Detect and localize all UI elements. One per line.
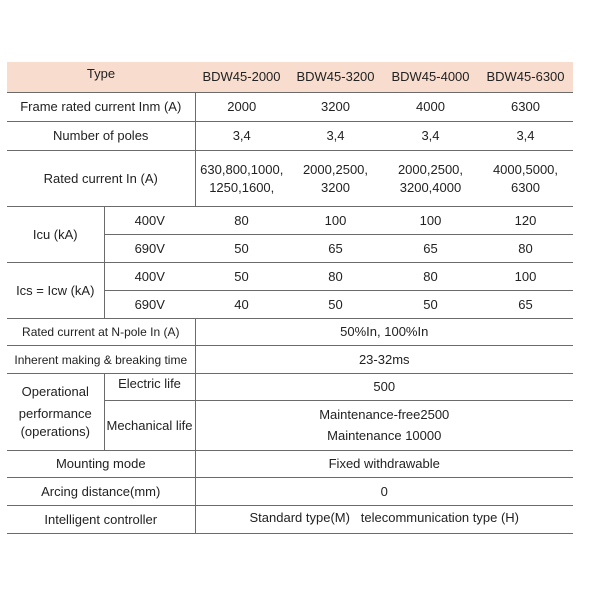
cell-line: Maintenance-free2500 <box>319 407 450 422</box>
table-cell: 3,4 <box>288 122 383 151</box>
table-header-row <box>7 62 573 93</box>
table-cell: 3,4 <box>195 122 288 151</box>
cell-line: 3200,4000 <box>399 179 462 195</box>
row-label: Icu (kA) <box>7 207 104 263</box>
row-label: Intelligent controller <box>7 506 195 534</box>
table-row <box>7 151 573 207</box>
table-cell: 6300 <box>478 93 573 122</box>
cell-line: 630,800,1000, <box>200 161 284 177</box>
label-line: Operational <box>21 384 89 399</box>
row-label <box>7 374 104 451</box>
model-header: BDW45-4000 <box>383 62 478 93</box>
cell-line: Maintenance 10000 <box>327 428 442 443</box>
table-cell: Standard type(M) telecommunication type (H) <box>195 506 573 534</box>
row-label: Ics = Icw (kA) <box>7 263 104 319</box>
table-row <box>7 122 573 151</box>
voltage-label: 400V <box>104 207 195 235</box>
table-cell: 100 <box>478 263 573 291</box>
table-cell: 50 <box>195 263 288 291</box>
table-cell: 65 <box>383 235 478 263</box>
table-cell: 40 <box>195 291 288 319</box>
table-cell <box>195 401 573 451</box>
cell-line: 6300 <box>511 179 540 195</box>
table-cell <box>383 151 478 207</box>
type-header: Type <box>7 62 195 93</box>
table-row <box>7 346 573 374</box>
table-row <box>7 451 573 478</box>
table-cell: 120 <box>478 207 573 235</box>
table-row <box>7 319 573 346</box>
table-row <box>7 506 573 534</box>
table-cell: 80 <box>195 207 288 235</box>
table-row <box>7 374 573 401</box>
model-header: BDW45-6300 <box>478 62 573 93</box>
label-line: (operations) <box>20 424 90 439</box>
table-row <box>7 207 573 235</box>
table-cell: 3,4 <box>383 122 478 151</box>
table-cell: 2000 <box>195 93 288 122</box>
cell-line: 2000,2500, <box>302 161 369 177</box>
table-row <box>7 478 573 506</box>
cell-line: 1250,1600, <box>209 179 275 195</box>
cell-line: 4000,5000, <box>492 161 559 177</box>
table-cell: 50 <box>195 235 288 263</box>
voltage-label: 690V <box>104 291 195 319</box>
row-label: Mounting mode <box>7 451 195 478</box>
table-row <box>7 93 573 122</box>
table-cell: 80 <box>383 263 478 291</box>
table-cell: 50 <box>288 291 383 319</box>
table-cell: 500 <box>195 374 573 401</box>
row-label: Rated current at N-pole In (A) <box>7 319 195 346</box>
row-label: Arcing distance(mm) <box>7 478 195 506</box>
table-cell: 4000 <box>383 93 478 122</box>
table-cell: 80 <box>478 235 573 263</box>
table-row <box>7 263 573 291</box>
sub-label: Electric life <box>104 374 195 401</box>
table-cell: 65 <box>478 291 573 319</box>
row-label: Rated current In (A) <box>7 151 195 207</box>
table-cell: Fixed withdrawable <box>195 451 573 478</box>
table-cell: 50 <box>383 291 478 319</box>
row-label: Frame rated current Inm (A) <box>7 93 195 122</box>
model-header: BDW45-2000 <box>195 62 288 93</box>
model-header: BDW45-3200 <box>288 62 383 93</box>
cell-line: 3200 <box>321 179 350 195</box>
table-cell: 50%In, 100%In <box>195 319 573 346</box>
table-cell <box>288 151 383 207</box>
table-cell: 0 <box>195 478 573 506</box>
row-label: Inherent making & breaking time <box>7 346 195 374</box>
spec-table <box>7 62 573 534</box>
table-cell: 80 <box>288 263 383 291</box>
voltage-label: 690V <box>104 235 195 263</box>
table-cell: 3,4 <box>478 122 573 151</box>
table-cell: 23-32ms <box>195 346 573 374</box>
cell-line: 2000,2500, <box>397 161 464 177</box>
sub-label: Mechanical life <box>104 401 195 451</box>
label-line: performance <box>18 406 92 421</box>
table-cell <box>478 151 573 207</box>
table-cell: 3200 <box>288 93 383 122</box>
row-label: Number of poles <box>7 122 195 151</box>
table-cell: 65 <box>288 235 383 263</box>
table-cell <box>195 151 288 207</box>
voltage-label: 400V <box>104 263 195 291</box>
table-cell: 100 <box>383 207 478 235</box>
table-cell: 100 <box>288 207 383 235</box>
